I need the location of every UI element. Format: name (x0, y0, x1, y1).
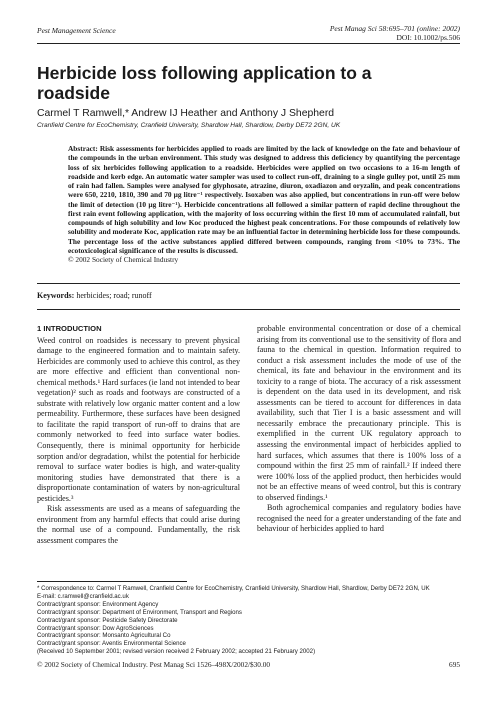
footer-copyright: © 2002 Society of Chemical Industry. Pest Manag Sci 1526–498X/2002/$30.00 (37, 660, 271, 669)
received-note: (Received 10 September 2001; revised version received 2 February 2002; accepted 21 February 2002) (37, 648, 316, 656)
header-divider (37, 43, 460, 44)
email-note: E-mail: c.ramwell@cranfield.ac.uk (37, 592, 129, 600)
keywords (37, 291, 152, 300)
sponsor-note: Contract/grant sponsor: Monsanto Agricultural Co (37, 632, 171, 640)
page-footer (37, 660, 460, 669)
keywords-label: Keywords: (37, 291, 75, 300)
correspondence-note: * Correspondence to: Carmel T Ramwell, Cranfield Centre for EcoChemistry, Cranfield University, Shardlow Hall, Shardlow, Derby DE72 2GN, UK (37, 585, 430, 592)
article-title: Herbicide loss following application to a roadside (37, 63, 372, 103)
sponsor-note: Contract/grant sponsor: Pesticide Safety Directorate (37, 616, 178, 624)
sponsor-note: Contract/grant sponsor: Dow AgroSciences (37, 624, 154, 632)
journal-name-header: Pest Management Science (37, 26, 116, 35)
citation-header (330, 24, 460, 42)
paragraph: Both agrochemical companies and regulatory bodies have recognised the need for a greater understanding of the fate and behaviour of herbicides applied to hard (257, 503, 461, 534)
body-column-right (257, 324, 461, 535)
abstract-text: Abstract: Risk assessments for herbicides applied to roads are limited by the lack of knowledge on the fate and behaviour of the compounds in the urban environment. This study was designed to address this deficiency by quantifying the percentage loss of six herbicides following application to a roadside. Herbicides were applied on two occasions to a 16-m length of roadside and kerb edge. An automatic water sampler was used to collect run-off, draining to a single gulley pot, until 25 mm of rain had fallen. Samples were analysed for glyphosate, atrazine, diuron, oxadiazon and oryzalin, and peak concentrations were 650, 2210, 1810, 390 and 70 µg litre⁻¹ respectively. Isoxaben was also applied, but concentrations in run-off were below the limit of detection (10 µg litre⁻¹). Herbicide concentrations all followed a similar pattern of rapid decline throughout the first rain event following application, with the majority of loss occurring within the first 10 mm of accumulated rainfall, but compounds of high solubility and low Koc produced the highest peak concentrations. For those compounds of relatively low solubility and moderate Koc, application rate may be an influential factor in determining herbicide loss for these compounds. The percentage loss of the active substances applied differed between compounds, ranging from <10% to 73%. The ecotoxicological significance of the results is discussed. (68, 144, 460, 255)
paragraph: Risk assessments are used as a means of safeguarding the environment from any harmful effects that could arise during the normal use of a compound. Fundamentally, the risk assessment compares the (37, 504, 240, 545)
abstract (68, 144, 460, 264)
footnote-divider (37, 581, 187, 582)
footnotes (37, 585, 461, 656)
sponsor-note: Contract/grant sponsor: Environment Agency (37, 600, 159, 608)
section-heading: 1 INTRODUCTION (37, 324, 102, 333)
abstract-copyright: © 2002 Society of Chemical Industry (68, 255, 179, 264)
keywords-divider-bottom (37, 309, 460, 310)
body-column-left (37, 324, 240, 546)
doi-line: DOI: 10.1002/ps.506 (396, 33, 460, 42)
paragraph: Weed control on roadsides is necessary to prevent physical damage to the engineered formation and to maintain safety. Herbicides are commonly used to achieve this control, as they are more effective and efficient than conventional non-chemical methods.¹ Hard surfaces (ie land not intended to bear vegetation)² such as roads and footways are constructed of a substrate with relatively low organic matter content and a low permeability. Furthermore, these surfaces have been designed to facilitate the rapid transport of run-off to drains that are commonly networked to feed into surface water bodies. Consequently, there is minimal opportunity for herbicide sorption and/or degradation, whilst the potential for herbicide removal to surface water bodies is high, and water-quality monitoring studies have demonstrated that there is a disproportionate contamination of waters by non-agricultural pesticides.³ (37, 335, 240, 503)
paragraph: probable environmental concentration or dose of a chemical arising from its conventional use to the sensitivity of flora and fauna to the chemical in question. Information required to conduct a risk assessment includes the mode of use of the chemical, its fate and behaviour in the environment and its toxicity to a range of biota. The accuracy of a risk assessment is dependent on the data used in its development, and risk assessments can be tiered to account for differences in data availability, such that Tier I is a basic assessment and will necessarily embrace the precautionary principle. This is exemplified in the current UK regulatory approach to assessing the environmental impact of herbicides applied to hard surfaces, which assumes that there is 100% loss of a compound within the first 25 mm of rainfall.² If indeed there were 100% loss of the applied product, then herbicides would not be an effective means of weed control, but this is contrary to observed findings.¹ (257, 324, 461, 502)
keywords-divider-top (37, 283, 460, 284)
citation-line: Pest Manag Sci 58:695–701 (online: 2002) (329, 24, 460, 33)
author-affiliation: Cranfield Centre for EcoChemistry, Cranfield University, Shardlow Hall, Shardlow, Derby DE72 2GN, UK (37, 122, 341, 129)
sponsor-note: Contract/grant sponsor: Department of Environment, Transport and Regions (37, 608, 242, 616)
sponsor-note: Contract/grant sponsor: Aventis Environmental Science (37, 640, 186, 648)
author-list: Carmel T Ramwell,* Andrew IJ Heather and Anthony J Shepherd (37, 108, 335, 119)
keywords-value: herbicides; road; runoff (76, 291, 152, 300)
page-number: 695 (449, 660, 460, 669)
